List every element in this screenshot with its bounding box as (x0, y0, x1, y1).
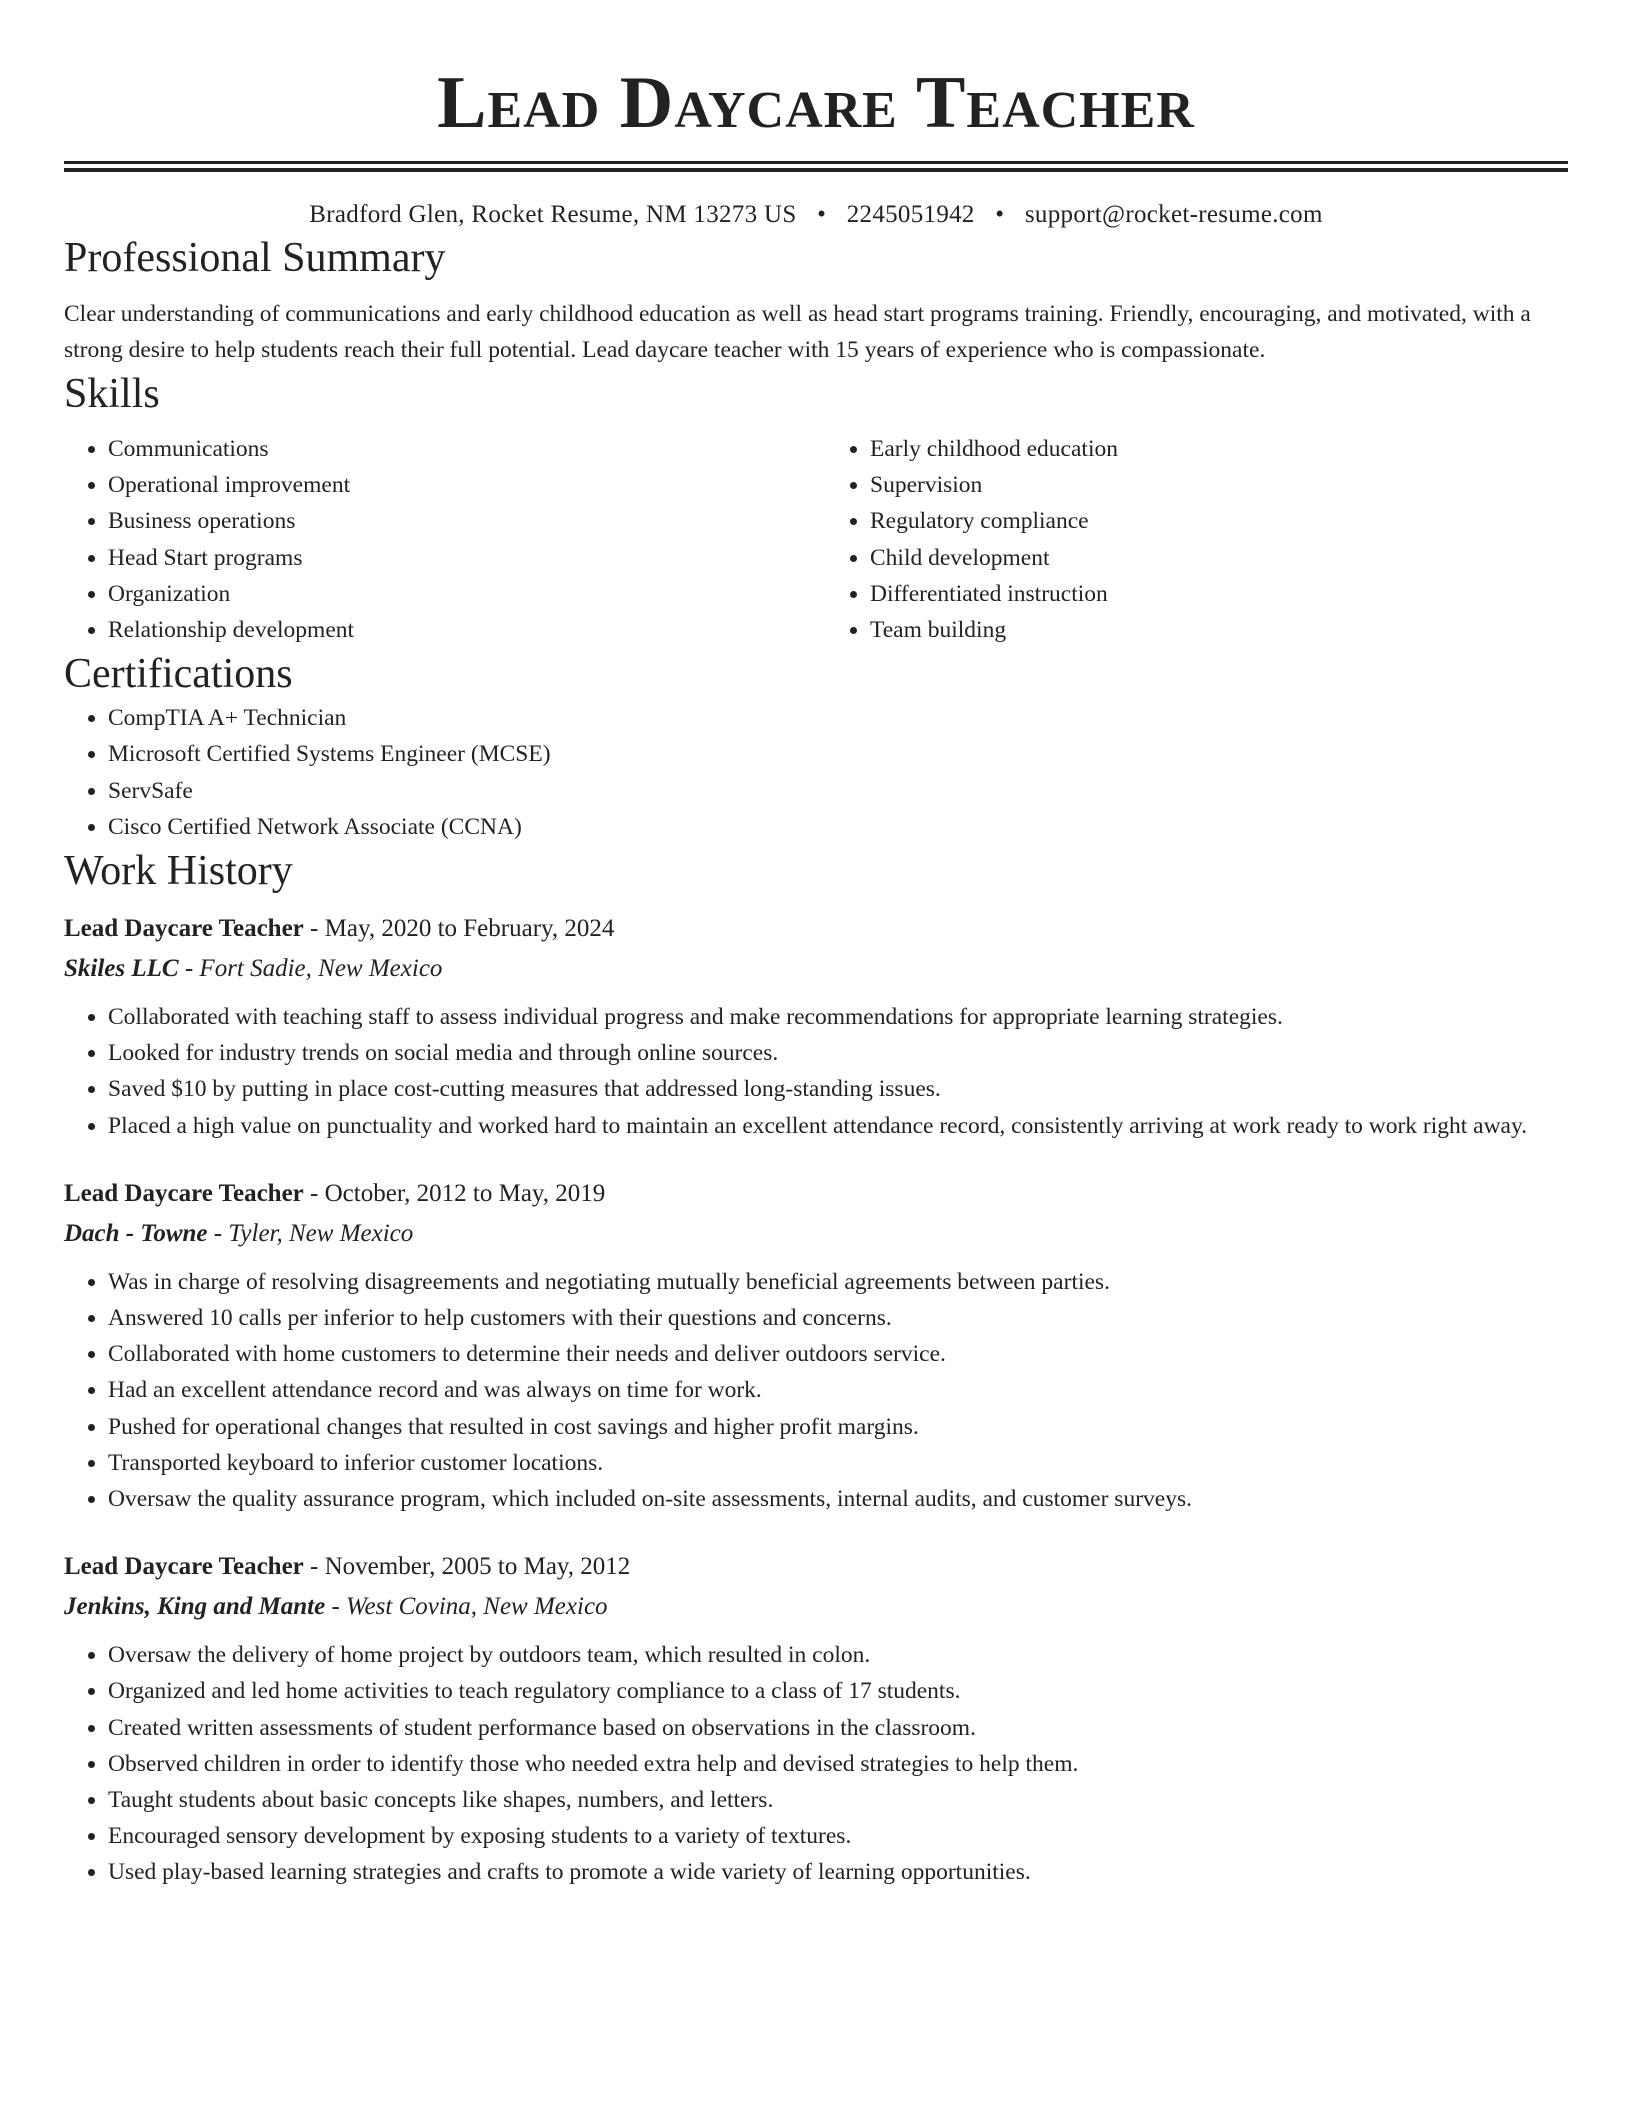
job-bullet: • Answered 10 calls per inferior to help customers with their questions and concerns. (108, 1300, 1568, 1336)
skills-list-right (826, 431, 1568, 648)
work-history-heading: Work History (64, 848, 293, 895)
job-title: Lead Daycare Teacher (64, 1179, 304, 1207)
company-name: Skiles LLC (64, 955, 179, 983)
job-dates: - November, 2005 to May, 2012 (303, 1553, 631, 1581)
job-header (64, 1547, 1568, 1587)
job-bullet: • Had an excellent attendance record and was always on time for work. (108, 1372, 1568, 1408)
job-employer (64, 1214, 1568, 1254)
job-bullet: • Used play-based learning strategies and crafts to promote a wide variety of learning opportunities. (108, 1854, 1568, 1890)
job-bullet: • Looked for industry trends on social media and through online sources. (108, 1035, 1568, 1071)
job-bullet: • Taught students about basic concepts like shapes, numbers, and letters. (108, 1782, 1568, 1818)
certifications-heading: Certifications (64, 651, 293, 698)
job-employer (64, 949, 1568, 989)
job-bullet: • Organized and led home activities to teach regulatory compliance to a class of 17 students. (108, 1673, 1568, 1709)
job-bullet: • Saved $10 by putting in place cost-cutting measures that addressed long-standing issues. (108, 1071, 1568, 1107)
skill-item: • Child development (870, 540, 1568, 576)
skill-item: • Business operations (108, 503, 806, 539)
job-bullet: • Oversaw the quality assurance program, which included on-site assessments, internal audits, and customer surveys. (108, 1481, 1568, 1517)
job-bullet: • Transported keyboard to inferior customer locations. (108, 1445, 1568, 1481)
contact-email: support@rocket-resume.com (1024, 201, 1323, 228)
job-dates: - May, 2020 to February, 2024 (303, 915, 615, 943)
skill-item: • Communications (108, 431, 806, 467)
skill-item: • Head Start programs (108, 540, 806, 576)
skills-heading: Skills (64, 371, 160, 417)
certification-item: • Microsoft Certified Systems Engineer (MCSE) (108, 736, 1568, 772)
skills-list-left (64, 431, 806, 648)
job-bullet: • Encouraged sensory development by exposing students to a variety of textures. (108, 1818, 1568, 1854)
certifications-list (64, 700, 1568, 845)
skill-item: • Differentiated instruction (870, 576, 1568, 612)
job-entry (64, 1174, 1568, 1517)
skills-grid (64, 431, 1568, 648)
job-bullet: • Pushed for operational changes that resulted in cost savings and higher profit margins. (108, 1409, 1568, 1445)
contact-line (64, 198, 1568, 232)
job-employer (64, 1587, 1568, 1627)
job-bullet: • Was in charge of resolving disagreements and negotiating mutually beneficial agreements between parties. (108, 1264, 1568, 1300)
job-header (64, 1174, 1568, 1214)
job-header (64, 909, 1568, 949)
skill-item: • Organization (108, 576, 806, 612)
summary-heading: Professional Summary (64, 235, 446, 281)
certification-item: • ServSafe (108, 773, 1568, 809)
company-name: Dach - Towne (64, 1219, 208, 1247)
job-title: Lead Daycare Teacher (64, 1553, 304, 1581)
job-bullet: • Observed children in order to identify those who needed extra help and devised strategies to help them. (108, 1746, 1568, 1782)
job-bullets (64, 999, 1568, 1144)
header-divider (64, 161, 1568, 172)
company-location: - West Covina, New Mexico (325, 1593, 608, 1621)
contact-separator: • (817, 201, 827, 228)
job-entry (64, 909, 1568, 1144)
job-bullet: • Collaborated with teaching staff to assess individual progress and make recommendations for appropriate learning strategies. (108, 999, 1568, 1035)
company-name: Jenkins, King and Mante (64, 1593, 326, 1621)
job-bullet: • Created written assessments of student performance based on observations in the classroom. (108, 1710, 1568, 1746)
contact-separator: • (995, 201, 1005, 228)
skill-item: • Supervision (870, 467, 1568, 503)
job-bullets (64, 1637, 1568, 1890)
company-location: - Tyler, New Mexico (207, 1219, 414, 1247)
skill-item: • Team building (870, 612, 1568, 648)
summary-text: Clear understanding of communications and early childhood education as well as head start programs training. Friendly, encouraging, and motivated, with a strong desire to help students reach their full potential. Lead daycare teacher with 15 years of experience who is compassionate. (64, 301, 1531, 363)
resume-name: Lead Daycare Teacher (437, 62, 1195, 144)
job-bullet: • Collaborated with home customers to determine their needs and deliver outdoors service. (108, 1336, 1568, 1372)
contact-address: Bradford Glen, Rocket Resume, NM 13273 US (309, 201, 797, 228)
certification-item: • Cisco Certified Network Associate (CCNA) (108, 809, 1568, 845)
contact-phone: 2245051942 (846, 201, 975, 228)
job-bullet: • Oversaw the delivery of home project by outdoors team, which resulted in colon. (108, 1637, 1568, 1673)
job-title: Lead Daycare Teacher (64, 915, 304, 943)
job-entry (64, 1547, 1568, 1890)
skill-item: • Regulatory compliance (870, 503, 1568, 539)
skill-item: • Early childhood education (870, 431, 1568, 467)
company-location: - Fort Sadie, New Mexico (178, 955, 443, 983)
resume-page (64, 0, 1568, 1891)
job-bullets (64, 1264, 1568, 1517)
certification-item: • CompTIA A+ Technician (108, 700, 1568, 736)
job-dates: - October, 2012 to May, 2019 (303, 1179, 606, 1207)
skill-item: • Operational improvement (108, 467, 806, 503)
skill-item: • Relationship development (108, 612, 806, 648)
job-bullet: • Placed a high value on punctuality and worked hard to maintain an excellent attendance record, consistently arriving at work ready to work right away. (108, 1108, 1568, 1144)
